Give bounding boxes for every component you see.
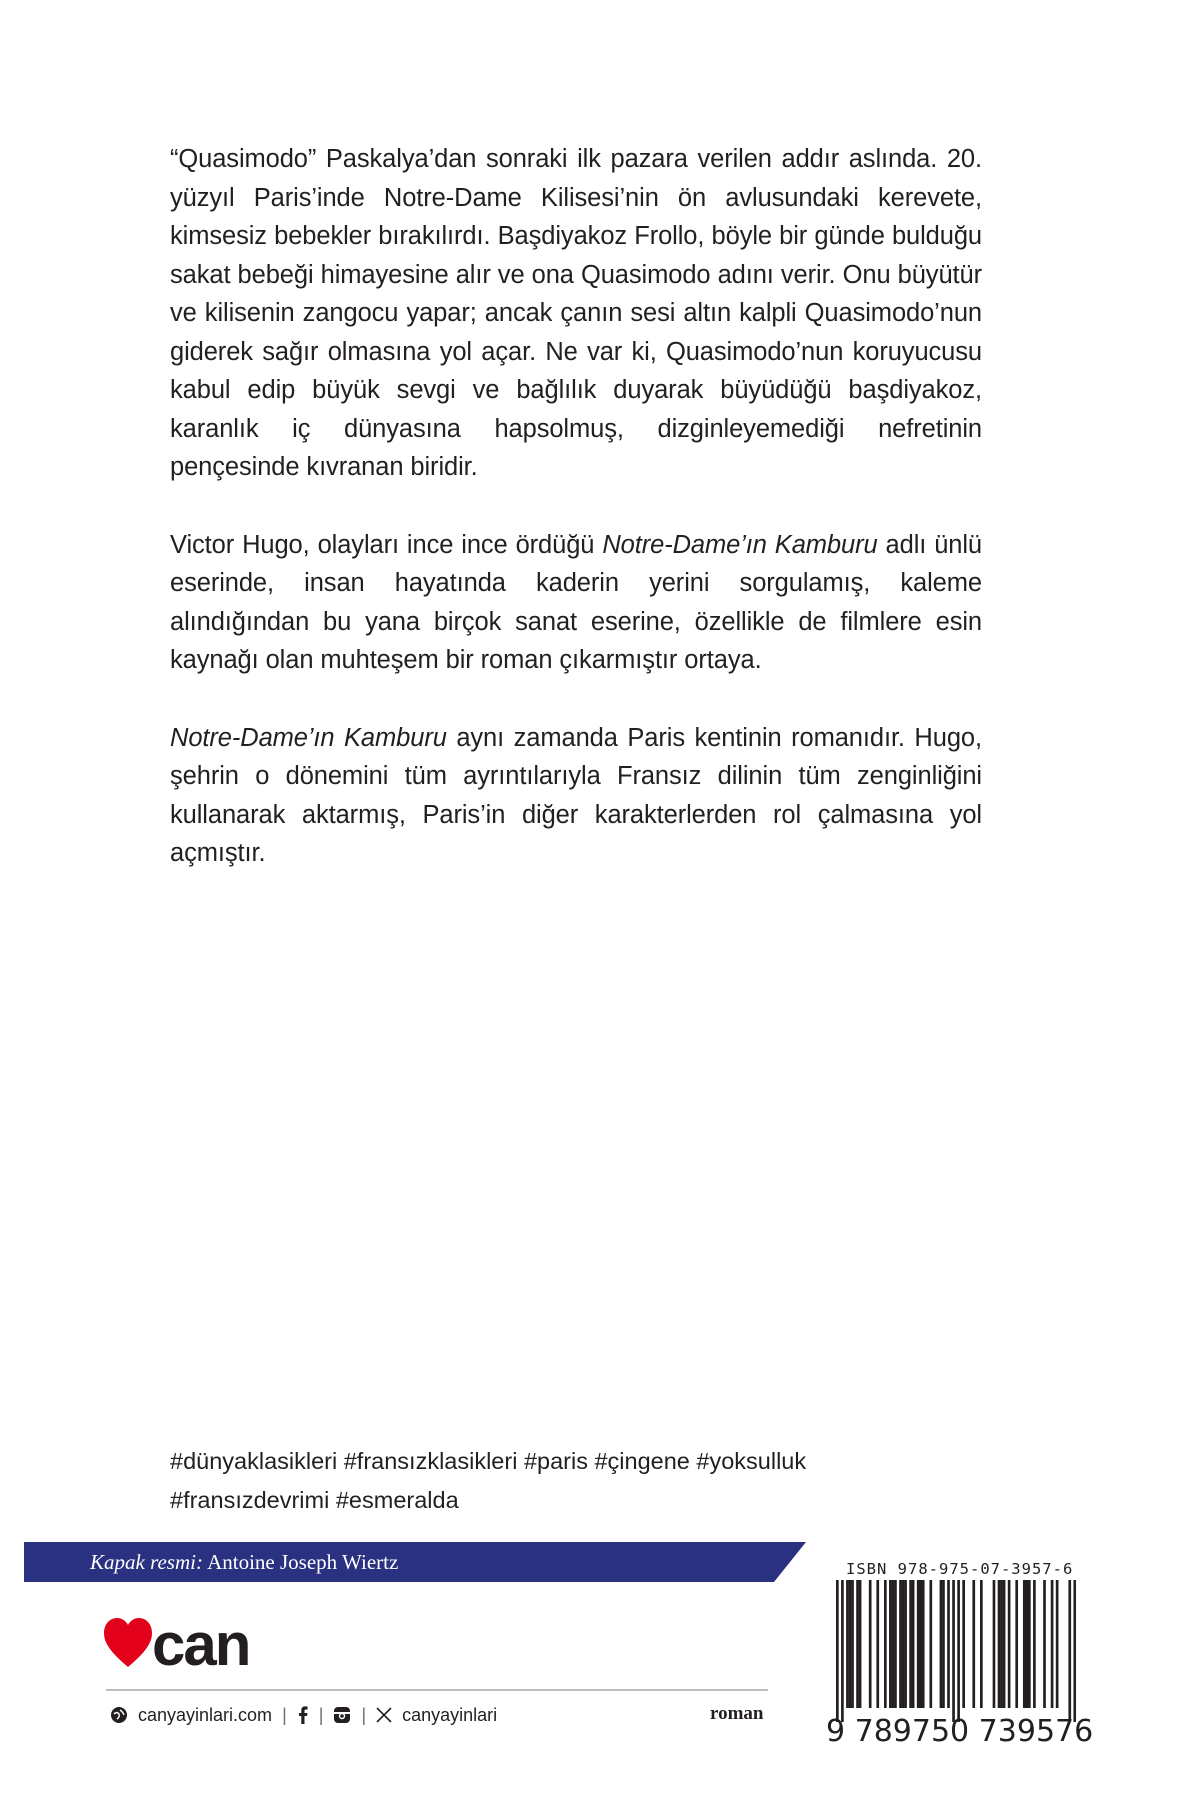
barcode-bar xyxy=(919,1580,922,1708)
barcode-bar xyxy=(1025,1580,1028,1708)
barcode-bar xyxy=(942,1580,945,1708)
barcode-bar xyxy=(980,1580,983,1708)
barcode-bar xyxy=(998,1580,1001,1708)
barcode-bar xyxy=(869,1580,872,1708)
can-publisher-logo xyxy=(104,1615,294,1675)
book-title-italic: Notre-Dame’ın Kamburu xyxy=(170,723,447,752)
barcode-bar xyxy=(1003,1580,1006,1708)
separator: | xyxy=(282,1704,287,1725)
footer-links xyxy=(110,1700,497,1730)
hashtags-line-1: #dünyaklasikleri #fransızklasikleri #paris #çingene #yoksulluk xyxy=(170,1448,807,1474)
barcode-bar xyxy=(1000,1580,1003,1708)
genre-label: roman xyxy=(710,1703,764,1724)
barcode-bar xyxy=(1051,1580,1054,1708)
barcode-bar xyxy=(1023,1580,1026,1708)
barcode-bar xyxy=(836,1580,839,1722)
cover-credit xyxy=(90,1548,398,1576)
barcode-bar xyxy=(952,1580,955,1722)
heart-icon xyxy=(104,1618,152,1667)
barcode-bar xyxy=(917,1580,920,1708)
facebook-icon[interactable] xyxy=(297,1706,309,1724)
isbn-label: ISBN 978-975-07-3957-6 xyxy=(846,1560,1074,1578)
barcode-bar xyxy=(889,1580,892,1708)
barcode-bar xyxy=(1015,1580,1018,1708)
book-title-italic: Notre-Dame’ın Kamburu xyxy=(602,530,878,559)
blurb-paragraph-2 xyxy=(170,526,982,680)
barcode-bar xyxy=(899,1580,902,1708)
instagram-icon[interactable] xyxy=(333,1706,351,1724)
barcode-bar xyxy=(929,1580,932,1708)
barcode-bar xyxy=(859,1580,862,1708)
logo-text: can xyxy=(152,1615,250,1675)
barcode-bar xyxy=(1068,1580,1071,1722)
cover-credit-artist: Antoine Joseph Wiertz xyxy=(207,1550,399,1574)
barcode-bar xyxy=(846,1580,849,1708)
social-handle[interactable]: canyayinlari xyxy=(402,1704,498,1725)
separator: | xyxy=(318,1704,324,1725)
barcode-bar xyxy=(909,1580,912,1708)
footer-divider xyxy=(106,1689,768,1691)
barcode-bar xyxy=(849,1580,852,1708)
barcode-bar xyxy=(922,1580,925,1708)
isbn-digits: 9 789750 739576 xyxy=(826,1714,1094,1749)
hashtags-line-2: #fransızdevrimi #esmeralda xyxy=(170,1487,459,1513)
barcode-bar xyxy=(993,1580,996,1708)
isbn-barcode xyxy=(836,1580,1076,1722)
blurb-paragraph-3 xyxy=(170,719,982,873)
barcode-bar xyxy=(1043,1580,1046,1708)
barcode-bar xyxy=(904,1580,907,1708)
barcode-bar xyxy=(1056,1580,1059,1708)
barcode-bar xyxy=(851,1580,854,1708)
barcode-bar xyxy=(841,1580,844,1722)
barcode-bar xyxy=(1033,1580,1036,1708)
barcode-bar xyxy=(1008,1580,1011,1708)
blurb-paragraph-1: “Quasimodo” Paskalya’dan sonraki ilk pazara verilen addır aslında. 20. yüzyıl Paris’inde Notre-Dame Kilisesi’nin ön avlusundaki kerevete, kimsesiz bebekler bırakılırdı. Başdiyakoz Frollo, böyle bir günde bulduğu sakat bebeği himayesine alır ve ona Quasimodo adını verir. Onu büyütür ve kilisenin zangocu yapar; ancak çanın sesi altın kalpli Quasimodo’nun giderek sağır olmasına yol açar. Ne var ki, Quasimodo’nun koruyucusu kabul edip büyük sevgi ve bağlılık duyarak büyüdüğü başdiyakoz, karanlık iç dünyasına hapsolmuş, dizginleyemediği nefretinin pençesinde kıvranan biridir. xyxy=(170,145,982,481)
barcode-bar xyxy=(912,1580,915,1708)
barcode-bar xyxy=(902,1580,905,1708)
blurb-p2-text-a: Victor Hugo, olayları ince ince ördüğü xyxy=(170,530,603,559)
barcode-bar xyxy=(856,1580,859,1708)
blurb-p2-text-b: adlı ünlü eserinde, insan hayatında kaderin yerini sorgulamış, kaleme alındığından bu yana birçok sanat eserine, özellikle de filmlere esin kaynağı olan muhteşem bir roman çıkarmıştır ortaya. xyxy=(170,530,983,674)
back-cover-blurb xyxy=(170,140,982,912)
cover-credit-label: Kapak resmi: xyxy=(90,1550,203,1574)
globe-icon xyxy=(110,1706,128,1724)
blurb-p3-text: aynı zamanda Paris kentinin romanıdır. Hugo, şehrin o dönemini tüm ayrıntılarıyla Fransız dilinin tüm zenginliğini kullanarak aktarmış, Paris’in diğer karakterlerden rol çalmasına yol açmıştır. xyxy=(170,723,982,867)
barcode-bar xyxy=(947,1580,950,1708)
separator: | xyxy=(361,1704,367,1725)
website-link[interactable]: canyayinlari.com xyxy=(138,1704,273,1725)
barcode-bar xyxy=(1073,1580,1076,1722)
barcode-bar xyxy=(892,1580,895,1708)
barcode-bar xyxy=(957,1580,960,1722)
barcode-bar xyxy=(894,1580,897,1708)
barcode-bar xyxy=(1028,1580,1031,1708)
hashtags xyxy=(170,1442,930,1520)
barcode-bar xyxy=(876,1580,879,1708)
barcode-bar xyxy=(962,1580,965,1708)
barcode-bar xyxy=(972,1580,975,1708)
barcode-bar xyxy=(940,1580,943,1708)
barcode-bar xyxy=(884,1580,887,1708)
x-icon[interactable] xyxy=(376,1707,392,1723)
